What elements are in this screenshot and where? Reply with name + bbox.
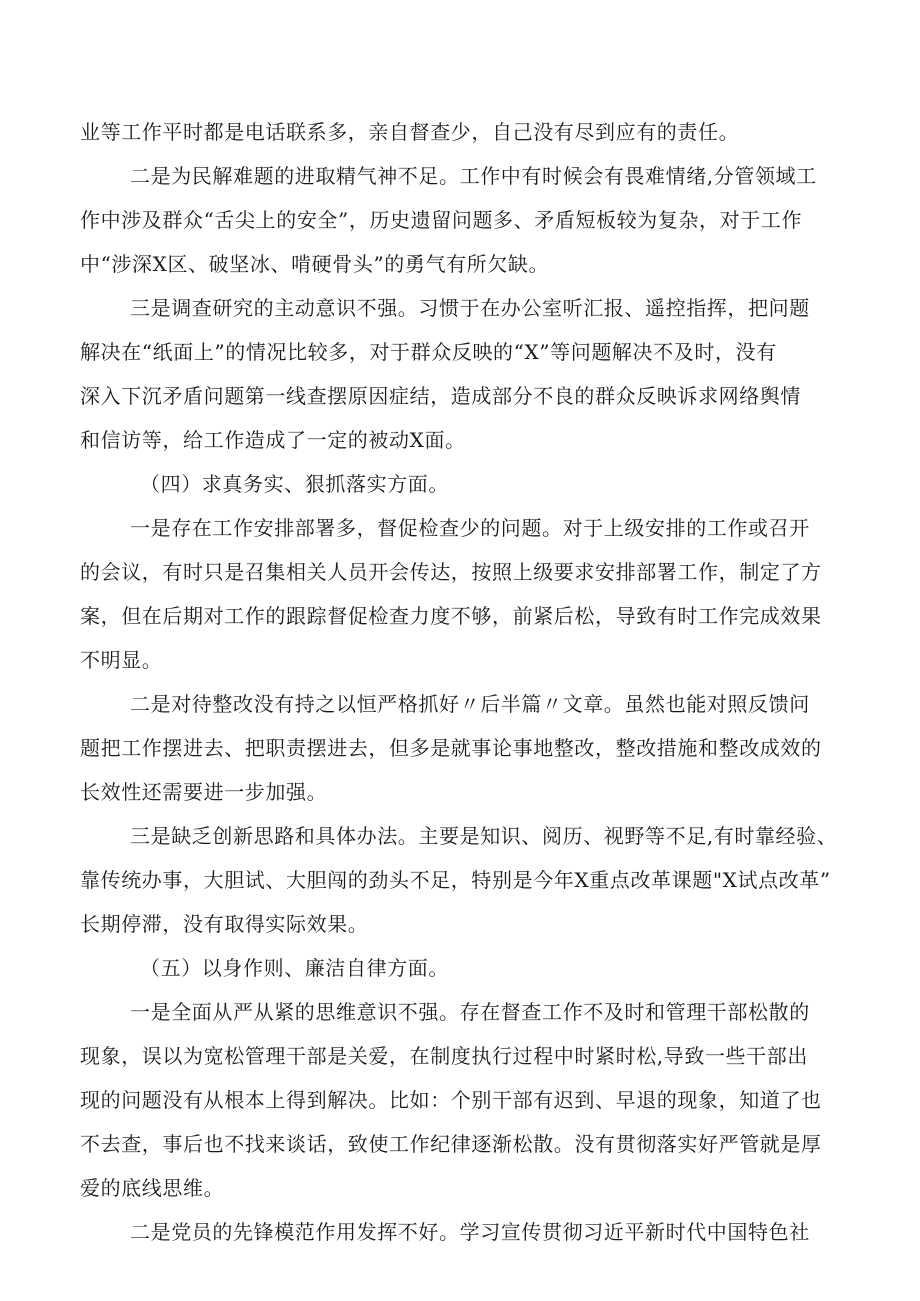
text-line: 靠传统办事，大胆试、大胆闯的劲头不足，特别是今年X重点改革课题"X试点改革” (80, 868, 831, 892)
section-heading: （五）以身作则、廉洁自律方面。 (140, 956, 449, 980)
text-line: 解决在“纸面上”的情况比较多，对于群众反映的“X”等问题解决不及时，没有 (80, 340, 777, 364)
text-line: 的会议，有时只是召集相关人员开会传达，按照上级要求安排部署工作，制定了方 (80, 560, 822, 584)
text-line: 题把工作摆进去、把职责摆进去，但多是就事论事地整改，整改措施和整改成效的 (80, 736, 822, 760)
text-line: 中“涉深X区、破坚冰、啃硬骨头”的勇气有所欠缺。 (80, 252, 550, 276)
paragraph-start: 二是党员的先锋模范作用发挥不好。学习宣传贯彻习近平新时代中国特色社 (130, 1220, 810, 1244)
text-line: 不明显。 (80, 648, 163, 672)
paragraph-start: 一是全面从严从紧的思维意识不强。存在督查工作不及时和管理干部松散的 (130, 1000, 810, 1024)
paragraph-start: 一是存在工作安排部署多，督促检查少的问题。对于上级安排的工作或召开 (130, 516, 810, 540)
text-line: 爱的底线思维。 (80, 1176, 225, 1200)
text-line: 深入下沉矛盾问题第一线查摆原因症结，造成部分不良的群众反映诉求网络舆情 (80, 384, 801, 408)
text-line: 作中涉及群众“舌尖上的安全”，历史遗留问题多、矛盾短板较为复杂，对于工作 (80, 208, 803, 232)
text-line: 长期停滞，没有取得实际效果。 (80, 912, 369, 936)
section-heading: （四）求真务实、狠抓落实方面。 (140, 472, 449, 496)
paragraph-start: 二是对待整改没有持之以恒严格抓好〃后半篇〃文章。虽然也能对照反馈问 (130, 692, 810, 716)
text-line: 不去查，事后也不找来谈话，致使工作纪律逐渐松散。没有贯彻落实好严管就是厚 (80, 1132, 822, 1156)
text-line: 案，但在后期对工作的跟踪督促检查力度不够，前紧后松，导致有时工作完成效果 (80, 604, 822, 628)
text-line: 和信访等，给工作造成了一定的被动X面。 (80, 428, 466, 452)
text-line: 长效性还需要进一步加强。 (80, 780, 328, 804)
paragraph-start: 三是调查研究的主动意识不强。习惯于在办公室听汇报、遥控指挥，把问题 (130, 296, 810, 320)
text-line: 业等工作平时都是电话联系多，亲自督查少，自己没有尽到应有的责任。 (80, 120, 740, 144)
paragraph-start: 三是缺乏创新思路和具体办法。主要是知识、阅历、视野等不足,有时靠经验、 (130, 824, 838, 848)
text-line: 现象，误以为宽松管理干部是关爱，在制度执行过程中时紧时松,导致一些干部出 (80, 1044, 808, 1068)
text-line: 现的问题没有从根本上得到解决。比如：个别干部有迟到、早退的现象，知道了也 (80, 1088, 822, 1112)
paragraph-start: 二是为民解难题的进取精气神不足。工作中有时候会有畏难情绪,分管领域工 (130, 164, 817, 188)
